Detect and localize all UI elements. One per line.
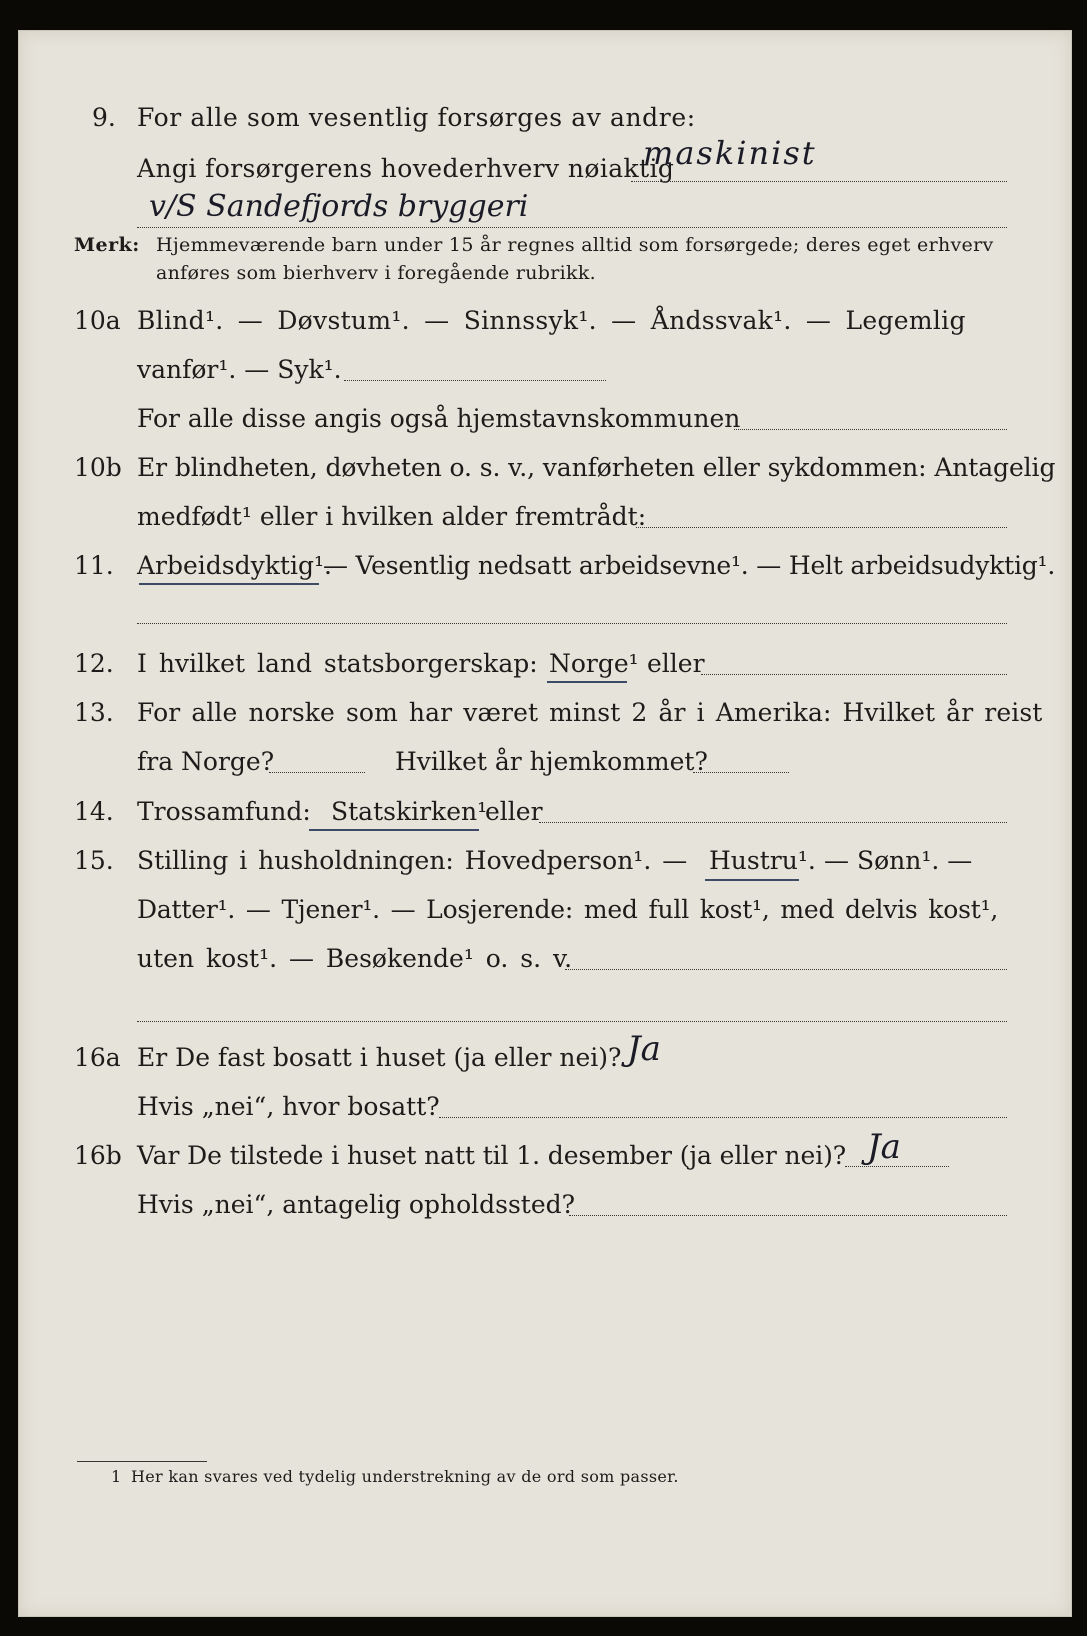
merk-line2: anføres som bierhverv i foregående rubrikk. (156, 262, 596, 284)
q12-number: 12. (74, 649, 114, 678)
q16b-answer-line-1[interactable] (845, 1166, 949, 1167)
q14-option-statskirken[interactable]: Statskirken¹ (331, 797, 488, 826)
q12-underline-mark (547, 681, 627, 683)
q14-eller: eller (485, 797, 543, 826)
q15-line1a: Stilling i husholdningen: Hovedperson¹. — (137, 846, 688, 875)
q15-line2: Datter¹. — Tjener¹. — Losjerende: med full kost¹, med delvis kost¹, (137, 895, 999, 924)
q9-handwritten-employer: v/S Sandefjords bryggeri (149, 189, 529, 224)
q16a-answer-line[interactable] (439, 1117, 1007, 1118)
q13-number: 13. (74, 698, 114, 727)
q12-eller: eller (647, 649, 705, 678)
q9-handwritten-occupation: maskinist (643, 134, 817, 172)
q15-line3: uten kost¹. — Besøkende¹ o. s. v. (137, 944, 573, 973)
q9-line1: For alle som vesentlig forsørges av andre: (137, 103, 696, 132)
q9-number: 9. (92, 103, 116, 132)
merk-label: Merk: (74, 234, 140, 256)
q10b-line1: Er blindheten, døvheten o. s. v., vanførheten eller sykdommen: Antagelig (137, 453, 1056, 482)
q16a-line1: Er De fast bosatt i huset (ja eller nei)? (137, 1043, 622, 1072)
q11-option-arbeidsdyktig[interactable]: Arbeidsdyktig¹. (137, 551, 332, 580)
q15-answer-line-1[interactable] (565, 969, 1007, 970)
q13-line2a: fra Norge? (137, 747, 275, 776)
q10a-answer-line-1[interactable] (344, 380, 606, 381)
q9-answer-line-2[interactable] (137, 227, 1007, 228)
q12-question: I hvilket land statsborgerskap: (137, 649, 538, 678)
q13-answer-hjemkommet[interactable] (693, 772, 789, 773)
q16b-line1: Var De tilstede i huset natt til 1. desember (ja eller nei)? (137, 1141, 847, 1170)
q10b-number: 10b (74, 453, 122, 482)
q10a-number: 10a (74, 306, 121, 335)
footnote-text: Her kan svares ved tydelig understrekning av de ord som passer. (131, 1467, 679, 1486)
q14-underline-mark (309, 829, 479, 831)
q11-answer-line[interactable] (137, 623, 1007, 624)
q11-other-options: — Vesentlig nedsatt arbeidsevne¹. — Helt arbeidsudyktig¹. (323, 551, 1056, 580)
q14-number: 14. (74, 797, 114, 826)
q16b-answer-line-2[interactable] (569, 1215, 1007, 1216)
footnote-marker: 1 (111, 1467, 122, 1486)
q15-answer-line-2[interactable] (137, 1021, 1007, 1022)
q16a-line2: Hvis „nei“, hvor bosatt? (137, 1092, 440, 1121)
census-form-page (18, 30, 1072, 1617)
q10a-line3: For alle disse angis også hjemstavnskommunen (137, 404, 741, 433)
q15-underline-mark (705, 879, 799, 881)
q9-line2: Angi forsørgerens hovederhverv nøiaktig (137, 154, 675, 183)
q11-underline-mark (139, 583, 319, 585)
q13-answer-reist[interactable] (269, 772, 365, 773)
q10b-line2: medfødt¹ eller i hvilken alder fremtrådt: (137, 502, 647, 531)
q10a-line2: vanfør¹. — Syk¹. (137, 355, 342, 384)
q15-number: 15. (74, 846, 114, 875)
q14-question: Trossamfund: (137, 797, 311, 826)
q15-line1c: — Sønn¹. — (824, 846, 973, 875)
merk-line1: Hjemmeværende barn under 15 år regnes alltid som forsørgede; deres eget erhverv (156, 234, 994, 256)
q16a-handwritten-answer: Ja (627, 1029, 661, 1069)
q15-option-hustru[interactable]: Hustru¹. (709, 846, 816, 875)
q10a-line1: Blind¹. — Døvstum¹. — Sinnssyk¹. — Åndssvak¹. — Legemlig (137, 306, 966, 335)
q13-line1: For alle norske som har været minst 2 år i Amerika: Hvilket år reist (137, 698, 1043, 727)
q16b-number: 16b (74, 1141, 122, 1170)
q16b-line2: Hvis „nei“, antagelig opholdssted? (137, 1190, 576, 1219)
footnote-rule (77, 1461, 207, 1462)
q10b-answer-line[interactable] (636, 527, 1007, 528)
q13-line2b: Hvilket år hjemkommet? (395, 747, 708, 776)
q9-answer-line-1[interactable] (631, 181, 1007, 182)
q11-number: 11. (74, 551, 114, 580)
q16b-handwritten-answer: Ja (867, 1127, 901, 1167)
q14-answer-line[interactable] (539, 822, 1007, 823)
q12-option-norge[interactable]: Norge¹ (549, 649, 639, 678)
q12-answer-line[interactable] (701, 674, 1007, 675)
q16a-number: 16a (74, 1043, 121, 1072)
q10a-answer-line-2[interactable] (734, 429, 1007, 430)
